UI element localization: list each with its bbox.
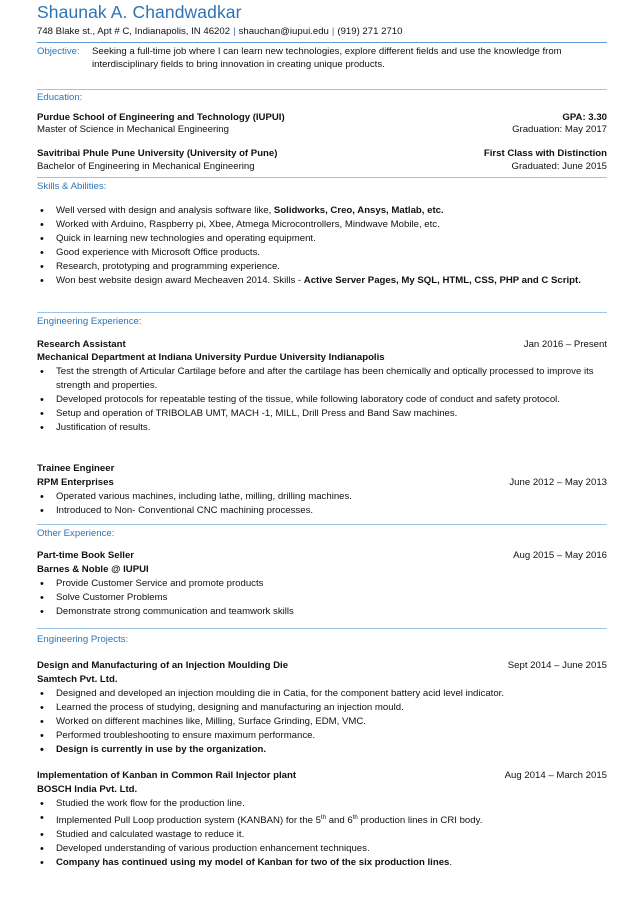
section-rule bbox=[37, 312, 607, 313]
project-header bbox=[37, 769, 607, 782]
superscript: th bbox=[321, 815, 327, 821]
section-rule bbox=[37, 524, 607, 525]
list-item: • Studied the work flow for the production line. bbox=[37, 797, 607, 811]
objective-text: Seeking a full-time job where I can learn new technologies, explore different fields and use the knowledge from interdisciplinary fields to bring innovation in creating unique products. bbox=[92, 46, 562, 70]
education-entry bbox=[37, 123, 607, 136]
job-dates: June 2012 – May 2013 bbox=[509, 477, 607, 488]
job-bullets bbox=[37, 365, 607, 435]
job-org: RPM Enterprises bbox=[37, 477, 114, 488]
list-item: • Developed protocols for repeatable testing of the tissue, while following laboratory code of conduct and safety protocol. bbox=[37, 393, 607, 407]
item-text: Implemented Pull Loop production system (KANBAN) for the 5 bbox=[56, 815, 322, 827]
job-title: Research Assistant bbox=[37, 339, 126, 350]
list-item: • Setup and operation of TRIBOLAB UMT, MACH -1, MILL, Drill Press and Band Saw machines. bbox=[37, 407, 607, 421]
list-item: • Learned the process of studying, designing and manufacturing an injection mould. bbox=[37, 701, 607, 715]
section-rule bbox=[37, 177, 607, 178]
project-dates: Aug 2014 – March 2015 bbox=[504, 770, 607, 781]
item-bold-text: Company has continued using my model of Kanban for two of the six production lines bbox=[56, 857, 450, 869]
education-heading: Education: bbox=[37, 92, 83, 103]
item-text: Won best website design award Mecheaven 2014. Skills - bbox=[56, 275, 304, 286]
list-item: • Test the strength of Articular Cartilage before and after the cartilage has been chemically and optically processed to improve its strength and properties. bbox=[37, 365, 607, 393]
item-text: Quick in learning new technologies and operating equipment. bbox=[56, 233, 316, 244]
list-item: • Company has continued using my model of Kanban for two of the six production lines. bbox=[37, 856, 607, 870]
school-name: Savitribai Phule Pune University (University of Pune) bbox=[37, 148, 278, 159]
job-org: Barnes & Noble @ IUPUI bbox=[37, 564, 149, 575]
list-item: • Solve Customer Problems bbox=[37, 591, 607, 605]
list-item bbox=[37, 232, 607, 246]
project-org-row bbox=[37, 673, 607, 686]
list-item: • Demonstrate strong communication and teamwork skills bbox=[37, 605, 607, 619]
list-item bbox=[37, 260, 607, 274]
objective-section bbox=[37, 45, 607, 70]
item-text: Research, prototyping and programming experience. bbox=[56, 261, 280, 272]
skills-list bbox=[37, 204, 607, 288]
superscript: th bbox=[352, 815, 358, 821]
list-item: • Designed and developed an injection moulding die in Catia, for the component battery acid level indicator. bbox=[37, 687, 607, 701]
contact-line bbox=[37, 26, 402, 37]
project-dates: Sept 2014 – June 2015 bbox=[507, 660, 607, 671]
degree: Bachelor of Engineering in Mechanical Engineering bbox=[37, 161, 255, 172]
candidate-name: Shaunak A. Chandwadkar bbox=[37, 2, 242, 22]
section-rule bbox=[37, 628, 607, 629]
separator: | bbox=[233, 26, 236, 37]
job-title: Trainee Engineer bbox=[37, 463, 115, 474]
job-bullets bbox=[37, 577, 607, 619]
project-bullets bbox=[37, 797, 607, 870]
item-text: Worked with Arduino, Raspberry pi, Xbee, Atmega Microcontrollers, Mindwave Mobile, etc. bbox=[56, 219, 440, 230]
list-item: • Operated various machines, including lathe, milling, drilling machines. bbox=[37, 490, 607, 504]
section-rule bbox=[37, 89, 607, 90]
degree: Master of Science in Mechanical Engineering bbox=[37, 124, 229, 135]
gpa: GPA: 3.30 bbox=[562, 112, 607, 123]
job-dates: Jan 2016 – Present bbox=[523, 339, 607, 350]
header-rule bbox=[37, 42, 607, 43]
list-item: • Developed understanding of various production enhancement techniques. bbox=[37, 842, 607, 856]
list-item: • Design is currently in use by the organization. bbox=[37, 743, 607, 757]
list-item bbox=[37, 204, 607, 218]
other-experience-heading: Other Experience: bbox=[37, 528, 115, 539]
project-org: BOSCH India Pvt. Ltd. bbox=[37, 784, 138, 795]
job-org-row bbox=[37, 351, 607, 364]
education-entry bbox=[37, 160, 607, 173]
job-header bbox=[37, 549, 607, 562]
graduation-date: Graduation: May 2017 bbox=[512, 124, 607, 135]
item-text: and 6 bbox=[326, 815, 353, 827]
list-item: • Introduced to Non- Conventional CNC machining processes. bbox=[37, 504, 607, 518]
job-org-row bbox=[37, 563, 607, 576]
separator: | bbox=[331, 26, 335, 37]
list-item: • Performed troubleshooting to ensure maximum performance. bbox=[37, 729, 607, 743]
distinction: First Class with Distinction bbox=[483, 148, 607, 159]
item-text: Well versed with design and analysis software like, bbox=[56, 205, 274, 216]
job-bullets bbox=[37, 490, 607, 518]
job-header bbox=[37, 462, 607, 475]
job-dates: Aug 2015 – May 2016 bbox=[513, 550, 607, 561]
item-bold-text: Active Server Pages, My SQL, HTML, CSS, PHP and C Script. bbox=[303, 275, 581, 286]
address: 748 Blake st., Apt # C, Indianapolis, IN 46202 bbox=[37, 26, 231, 37]
list-item bbox=[37, 274, 607, 288]
skills-heading: Skills & Abilities: bbox=[37, 181, 107, 192]
item-bold-text: Solidworks, Creo, Ansys, Matlab, etc. bbox=[273, 205, 444, 216]
list-item: • Studied and calculated wastage to reduce it. bbox=[37, 828, 607, 842]
project-title: Design and Manufacturing of an Injection Moulding Die bbox=[37, 660, 289, 671]
list-item bbox=[37, 218, 607, 232]
list-item: • Worked on different machines like, Milling, Surface Grinding, EDM, VMC. bbox=[37, 715, 607, 729]
job-org-row bbox=[37, 476, 607, 489]
phone: (919) 271 2710 bbox=[337, 26, 403, 37]
email[interactable]: shauchan@iupui.edu bbox=[238, 26, 329, 37]
list-item: • Justification of results. bbox=[37, 421, 607, 435]
project-org: Samtech Pvt. Ltd. bbox=[37, 674, 118, 685]
projects-heading: Engineering Projects: bbox=[37, 634, 129, 645]
engineering-experience-heading: Engineering Experience: bbox=[37, 316, 142, 327]
school-name: Purdue School of Engineering and Technology (IUPUI) bbox=[37, 112, 285, 123]
objective-label: Objective: bbox=[37, 46, 80, 57]
list-item bbox=[37, 246, 607, 260]
list-item: • Provide Customer Service and promote products bbox=[37, 577, 607, 591]
project-header bbox=[37, 659, 607, 672]
graduation-date: Graduated: June 2015 bbox=[511, 161, 607, 172]
project-org-row bbox=[37, 783, 607, 796]
item-text: production lines in CRI body. bbox=[357, 815, 483, 827]
job-org: Mechanical Department at Indiana University Purdue University Indianapolis bbox=[37, 352, 385, 363]
job-title: Part-time Book Seller bbox=[37, 550, 135, 561]
education-entry bbox=[37, 147, 607, 160]
project-title: Implementation of Kanban in Common Rail Injector plant bbox=[37, 770, 297, 781]
project-bullets bbox=[37, 687, 607, 757]
item-text: Good experience with Microsoft Office products. bbox=[56, 247, 261, 258]
list-item bbox=[37, 811, 607, 828]
job-header bbox=[37, 338, 607, 351]
